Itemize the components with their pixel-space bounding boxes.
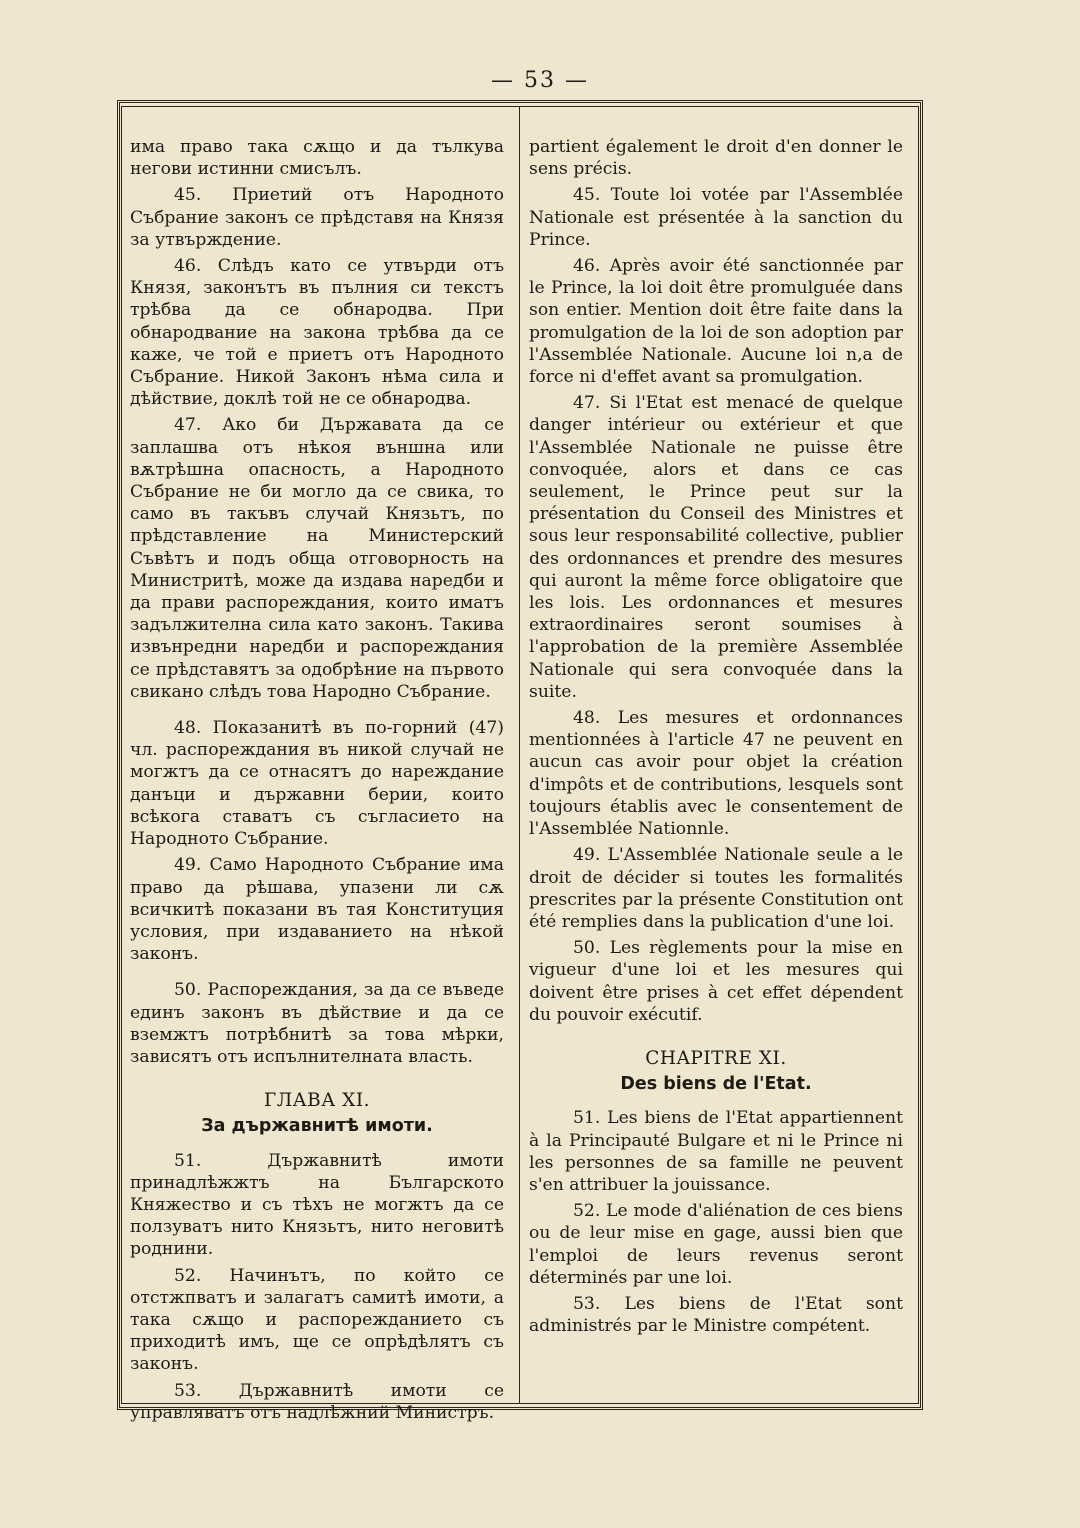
article-53: 53. Les biens de l'Etat sont administrés par le Ministre compétent. bbox=[529, 1293, 903, 1337]
paragraph-continuation: partient également le droit d'en donner le sens précis. bbox=[529, 137, 903, 180]
article-50: 50. Распореждания, за да се въведе единъ законъ въ дѣйствие и да се вземжтъ потрѣбнитѣ за това мѣрки, зависятъ отъ испълнителната власть. bbox=[130, 980, 504, 1067]
article-45: 45. Toute loi votée par l'Assemblée Nationale est présentée à la sanction du Prince. bbox=[529, 185, 903, 250]
page-number: — 53 — bbox=[491, 68, 589, 93]
article-45: 45. Приетий отъ Народното Събрание законъ се прѣдставя на Князя за утвърждение. bbox=[130, 185, 504, 250]
article-49: 49. L'Assemblée Nationale seule a le droit de décider si toutes les formalités prescrites par la présente Constitution ont été remplies dans la publication d'une loi. bbox=[529, 845, 903, 932]
french-column bbox=[529, 136, 903, 1386]
chapter-heading: CHAPITRE XI. bbox=[645, 1047, 787, 1069]
article-48: 48. Les mesures et ordonnances mentionnées à l'article 47 ne peuvent en aucun cas avoir pour objet la création d'impôts et de contributions, lesquels sont toujours établis avec le consentement de l'Assemblée Nationnle. bbox=[529, 708, 903, 840]
article-47: 47. Ако би Държавата да се заплашва отъ нѣкоя външна или вѫтрѣшна опасность, а Народното Събрание не би могло да се свика, то само въ такъвъ случай Князьтъ, по прѣдставление на Министерский Съвѣтъ и подъ обща отговорность на Министритѣ, може да издава наредби и да прави распореждания, които иматъ задължителна сила като законъ. Такива извънредни наредби и распореждания се прѣдставятъ за одобрѣние на първото свикано слѣдъ това Народно Събрание. bbox=[130, 415, 504, 702]
article-52: 52. Le mode d'aliénation de ces biens ou de leur mise en gage, aussi bien que l'emploi de leurs revenus seront déterminés par une loi. bbox=[529, 1201, 903, 1288]
column-divider bbox=[519, 106, 520, 1404]
chapter-title: Des biens de l'Etat. bbox=[620, 1074, 812, 1095]
paragraph-continuation: има право така сѫщо и да тълкува негови истинни смисълъ. bbox=[130, 137, 504, 180]
article-46: 46. Après avoir été sanctionnée par le Prince, la loi doit être promulguée dans son entier. Mention doit être faite dans la promulgation de la loi de son adoption par l'Assemblée Nationale. Aucune loi n,a de force ni d'effet avant sa promulgation. bbox=[529, 256, 903, 388]
article-53: 53. Държавнитѣ имоти се управляватъ отъ надлѣжний Министръ. bbox=[130, 1380, 504, 1423]
bulgarian-column bbox=[130, 136, 504, 1423]
article-51: 51. Държавнитѣ имоти принадлѣжжтъ на Българското Княжество и съ тѣхъ не могжтъ да се ползуватъ нито Князьтъ, нито неговитѣ роднини. bbox=[130, 1150, 504, 1260]
chapter-title: За държавнитѣ имоти. bbox=[201, 1116, 433, 1137]
article-52: 52. Начинътъ, по който се отстжпватъ и залагатъ самитѣ имоти, а така сѫщо и распорежданието съ приходитѣ имъ, ще се опрѣдѣлятъ съ законъ. bbox=[130, 1265, 504, 1375]
article-50: 50. Les règlements pour la mise en vigueur d'une loi et les mesures qui doivent être prises à cet effet dépendent du pouvoir exécutif. bbox=[529, 938, 903, 1025]
article-47: 47. Si l'Etat est menacé de quelque danger intérieur ou extérieur et que l'Assemblée Nationale ne puisse être convoquée, alors et dans ce cas seulement, le Prince peut sur la présentation du Conseil des Ministres et sous leur responsabilité collective, publier des ordonnances et prendre des mesures qui auront la même force obligatoire que les lois. Les ordonnances et mesures extraordinaires seront soumises à l'approbation de la première Assemblée Nationale qui sera convoquée dans la suite. bbox=[529, 393, 903, 702]
article-49: 49. Само Народното Събрание има право да рѣшава, упазени ли сѫ всичкитѣ показани въ тая Конституция условия, при издаванието на нѣкой законъ. bbox=[130, 855, 504, 965]
article-46: 46. Слѣдъ като се утвърди отъ Князя, законътъ въ пълния си текстъ трѣбва да се обнародва. При обнародвание на закона трѣбва да се каже, че той е приетъ отъ Народното Събрание. Никой Законъ нѣма сила и дѣйствие, доклѣ той не се обнародва. bbox=[130, 256, 504, 410]
chapter-heading: ГЛАВА XI. bbox=[263, 1090, 371, 1112]
article-48: 48. Показанитѣ въ по-горний (47) чл. распореждания въ никой случай не могжтъ да се отнасятъ до нареждание данъци и държавни берии, които всѣкога ставатъ съ съгласието на Народното Събрание. bbox=[130, 718, 504, 850]
article-51: 51. Les biens de l'Etat appartiennent à la Principauté Bulgare et ni le Prince ni les personnes de sa famille ne peuvent s'en attribuer la jouissance. bbox=[529, 1108, 903, 1195]
